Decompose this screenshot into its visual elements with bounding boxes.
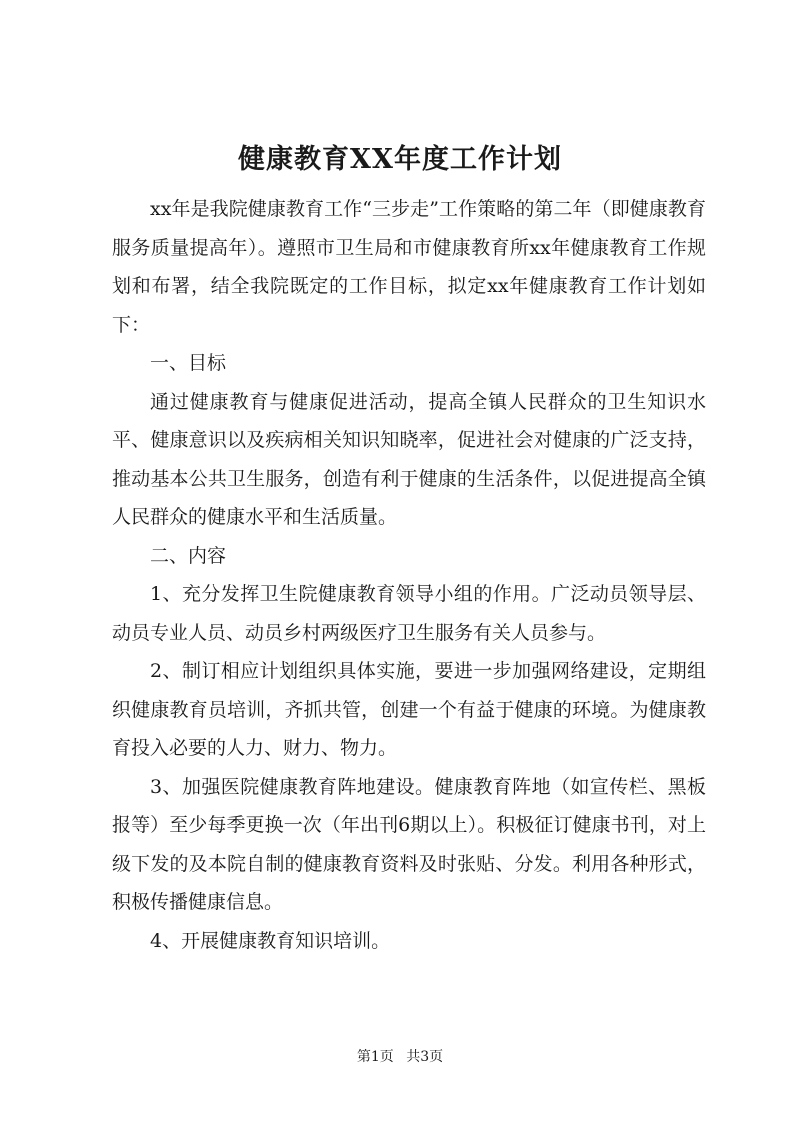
page-number: 第1页	[356, 1049, 394, 1065]
section-heading-goal: 一、目标	[150, 352, 227, 374]
content-item-3: 3、加强医院健康教育阵地建设。健康教育阵地（如宣传栏、黑板报等）至少每季更换一次（年出刊6期以上）。积极征订健康书刊，对上级下发的及本院自制的健康教育资料及时张贴、分发。利用各种形式，积极传播健康信息。	[112, 775, 706, 913]
intro-paragraph: xx年是我院健康教育工作“三步走”工作策略的第二年（即健康教育服务质量提高年）。遵照市卫生局和市健康教育所xx年健康教育工作规划和布署，结全我院既定的工作目标，拟定xx年健康教育工作计划如下：	[112, 198, 706, 336]
content-item-1: 1、充分发挥卫生院健康教育领导小组的作用。广泛动员领导层、动员专业人员、动员乡村两级医疗卫生服务有关人员参与。	[112, 583, 706, 644]
content-item-4: 4、开展健康教育知识培训。	[150, 929, 391, 952]
section-heading-content: 二、内容	[150, 544, 227, 567]
document-title: 健康教育XX年度工作计划	[238, 144, 562, 175]
page-total: 共3页	[406, 1049, 444, 1065]
document-body	[112, 190, 706, 960]
page-footer	[0, 1047, 800, 1067]
goal-paragraph: 通过健康教育与健康促进活动，提高全镇人民群众的卫生知识水平、健康意识以及疾病相关知识知晓率，促进社会对健康的广泛支持，推动基本公共卫生服务，创造有利于健康的生活条件，以促进提高全镇人民群众的健康水平和生活质量。	[112, 390, 706, 528]
content-item-2: 2、制订相应计划组织具体实施，要进一步加强网络建设，定期组织健康教育员培训，齐抓共管，创建一个有益于健康的环境。为健康教育投入必要的人力、财力、物力。	[112, 660, 706, 759]
